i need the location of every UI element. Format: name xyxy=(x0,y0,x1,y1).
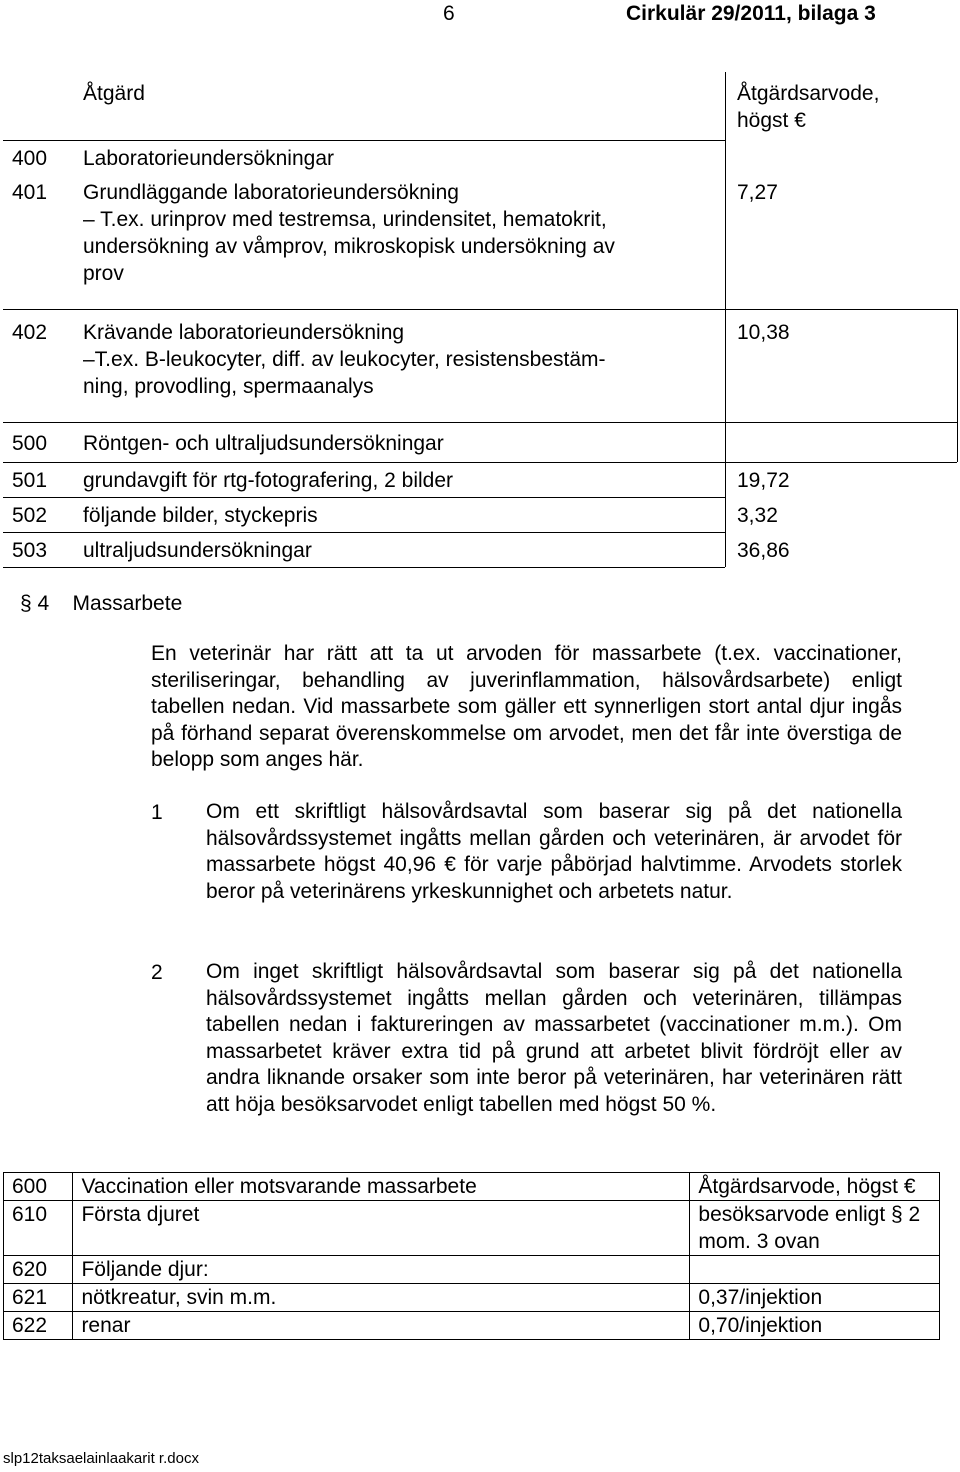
fee-table xyxy=(3,1172,940,1340)
table1-rule xyxy=(3,532,725,533)
table1-description: prov xyxy=(83,262,124,285)
table1-description: Krävande laboratorieundersökning xyxy=(83,321,405,344)
table2-description: Första djuret xyxy=(73,1201,690,1256)
table2-description: renar xyxy=(73,1312,690,1340)
table1-description: undersökning av våmprov, mikroskopisk undersökning av xyxy=(83,235,615,258)
page-number: 6 xyxy=(443,2,455,25)
table2-fee xyxy=(690,1256,940,1284)
table1-description: ultraljudsundersökningar xyxy=(83,539,312,562)
table-row xyxy=(4,1256,940,1284)
document-reference: Cirkulär 29/2011, bilaga 3 xyxy=(626,2,876,25)
table2-fee: 0,37/injektion xyxy=(690,1284,940,1312)
section-heading: § 4 Massarbete xyxy=(20,592,183,615)
table2-fee: besöksarvode enligt § 2 mom. 3 ovan xyxy=(690,1201,940,1256)
table1-description: ning, provodling, spermaanalys xyxy=(83,375,374,398)
table1-rule xyxy=(3,422,957,423)
table2-description: nötkreatur, svin m.m. xyxy=(73,1284,690,1312)
section-intro: En veterinär har rätt att ta ut arvoden för massarbete (t.ex. vaccinationer, steriliseringar, behandling av juverinflammation, hälsovårdsarbete) enligt tabellen nedan. Vid massarbete som gäller ett synnerligen stort antal djur ingås på förhand separat överenskommelse om arvodet, men det får inte överstiga de belopp som anges här. xyxy=(151,642,902,771)
table1-rule xyxy=(3,140,725,141)
table1-code: 400 xyxy=(12,147,48,170)
list-item-text: Om ett skriftligt hälsovårdsavtal som baserar sig på det nationella hälsovårdssystemet ingåtts mellan gården och veterinären, är arvodet för massarbete högst 40,96 € för varje påbörjad halvtimme. Arvodets storlek beror på veterinärens yrkeskunnighet och arbetets natur. xyxy=(206,800,902,903)
table2-code: 610 xyxy=(4,1201,73,1256)
table-row xyxy=(4,1284,940,1312)
table1-rule xyxy=(3,309,957,310)
table1-rule xyxy=(3,462,957,463)
table1-description: grundavgift för rtg-fotografering, 2 bilder xyxy=(83,469,454,492)
table1-fee: 3,32 xyxy=(737,504,778,527)
table1-code: 401 xyxy=(12,181,48,204)
table2-code: 620 xyxy=(4,1256,73,1284)
table2-description: Vaccination eller motsvarande massarbete xyxy=(73,1173,690,1201)
table1-rule xyxy=(3,497,725,498)
table2-fee: Åtgärdsarvode, högst € xyxy=(690,1173,940,1201)
table1-description: Laboratorieundersökningar xyxy=(83,147,335,170)
table1-rule xyxy=(3,567,725,568)
table1-code: 501 xyxy=(12,469,48,492)
table1-code: 402 xyxy=(12,321,48,344)
table-row xyxy=(4,1312,940,1340)
table1-fee: 36,86 xyxy=(737,539,790,562)
table2-code: 622 xyxy=(4,1312,73,1340)
table1-description: följande bilder, styckepris xyxy=(83,504,318,527)
table2-code: 621 xyxy=(4,1284,73,1312)
table1-fee: 10,38 xyxy=(737,321,790,344)
table-row xyxy=(4,1173,940,1201)
table1-fee: 7,27 xyxy=(737,181,778,204)
table1-fee: 19,72 xyxy=(737,469,790,492)
list-item-number: 1 xyxy=(151,801,163,824)
table2-fee: 0,70/injektion xyxy=(690,1312,940,1340)
table1-column-divider xyxy=(725,72,726,567)
table1-code: 500 xyxy=(12,432,48,455)
table1-header-fee: Åtgärdsarvode, högst € xyxy=(737,82,880,132)
table2-description: Följande djur: xyxy=(73,1256,690,1284)
table1-header-action: Åtgärd xyxy=(83,82,145,105)
table1-right-border xyxy=(957,309,958,462)
list-item-text: Om inget skriftligt hälsovårdsavtal som baserar sig på det nationella hälsovårdssystemet ingåtts mellan gården och veterinären, tillämpas tabellen nedan i faktureringen av massarbetet (vaccinationer m.m.). Om massarbetet kräver extra tid på grund att arbetet blivit fördröjt eller av andra liknande orsaker som inte beror på veterinären, har veterinären rätt att höja besöksarvodet enligt tabellen med högst 50 %. xyxy=(206,960,902,1116)
table1-description: Röntgen- och ultraljudsundersökningar xyxy=(83,432,444,455)
table1-code: 503 xyxy=(12,539,48,562)
table1-description: –T.ex. B-leukocyter, diff. av leukocyter, resistensbestäm- xyxy=(83,348,606,371)
list-item-number: 2 xyxy=(151,961,163,984)
table-row xyxy=(4,1201,940,1256)
table1-description: – T.ex. urinprov med testremsa, urindensitet, hematokrit, xyxy=(83,208,607,231)
footer-filename: slp12taksaelainlaakarit r.docx xyxy=(3,1450,199,1467)
table2-code: 600 xyxy=(4,1173,73,1201)
table1-description: Grundläggande laboratorieundersökning xyxy=(83,181,459,204)
table1-code: 502 xyxy=(12,504,48,527)
